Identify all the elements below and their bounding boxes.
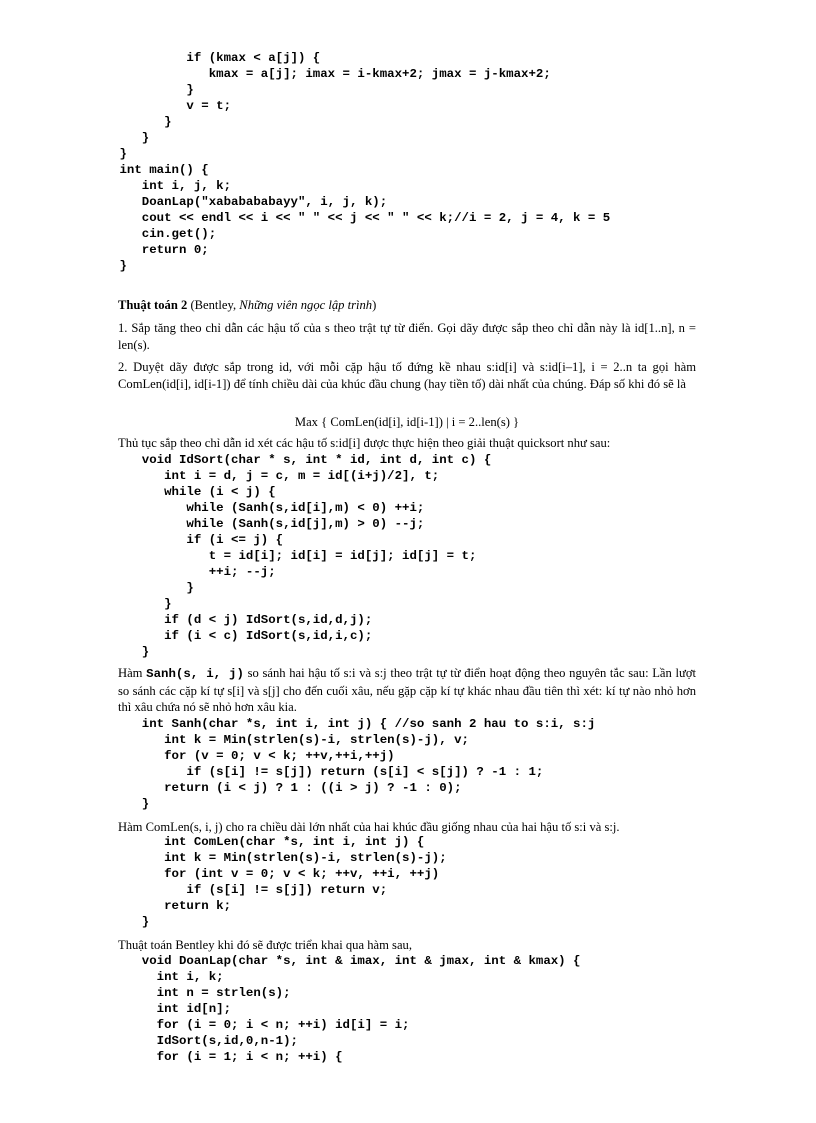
code-line: } xyxy=(60,259,127,273)
code-line: IdSort(s,id,0,n-1); xyxy=(60,1034,298,1048)
code-line: for (v = 0; v < k; ++v,++i,++j) xyxy=(60,749,395,763)
code-line: int k = Min(strlen(s)-i, strlen(s)-j); xyxy=(60,851,447,865)
code-line: for (i = 1; i < n; ++i) { xyxy=(60,1050,343,1064)
algorithm-2-title: Thuật toán 2 xyxy=(118,298,188,312)
code-line: if (kmax < a[j]) { xyxy=(60,51,321,65)
code-line: } xyxy=(60,581,194,595)
code-line: int ComLen(char *s, int i, int j) { xyxy=(60,835,425,849)
code-block-doanlap xyxy=(60,953,581,1065)
idsort-intro-paragraph: Thủ tục sắp theo chỉ dẫn id xét các hậu tố s:id[i] được thực hiện theo giải thuật quicksort như sau: xyxy=(118,436,611,450)
sanh-text-after: so sánh hai hậu tố s:i và s:j theo trật tự từ điển hoạt động theo nguyên tắc sau: Lần lượt so sánh các cặp kí tự s[i] và s[j] cho đến cuối xâu, nếu gặp cặp kí tự khác nhau đầu tiên thì xét: kí tự nào nhỏ hơn thì xâu chứa nó sẽ nhỏ hơn xâu kia. xyxy=(118,666,696,714)
code-line: while (i < j) { xyxy=(60,485,276,499)
code-line: kmax = a[j]; imax = i-kmax+2; jmax = j-kmax+2; xyxy=(60,67,551,81)
code-line: return 0; xyxy=(60,243,209,257)
code-line: if (i <= j) { xyxy=(60,533,284,547)
code-line: } xyxy=(60,915,150,929)
code-line: cin.get(); xyxy=(60,227,217,241)
code-line: } xyxy=(60,597,172,611)
algorithm-2-heading xyxy=(118,297,696,314)
code-line: if (i < c) IdSort(s,id,i,c); xyxy=(60,629,373,643)
code-block-comlen xyxy=(60,834,447,930)
code-line: for (int v = 0; v < k; ++v, ++i, ++j) xyxy=(60,867,440,881)
code-line: if (s[i] != s[j]) return (s[i] < s[j]) ? -1 : 1; xyxy=(60,765,544,779)
code-line: t = id[i]; id[i] = id[j]; id[j] = t; xyxy=(60,549,477,563)
code-line: } xyxy=(60,83,194,97)
algorithm-2-source-close: ) xyxy=(372,298,377,312)
code-line: if (d < j) IdSort(s,id,d,j); xyxy=(60,613,373,627)
sanh-text-before: Hàm xyxy=(118,666,147,680)
code-block-idsort xyxy=(60,452,491,660)
code-line: int main() { xyxy=(60,163,209,177)
code-line: if (s[i] != s[j]) return v; xyxy=(60,883,388,897)
code-line: v = t; xyxy=(60,99,232,113)
step-1-paragraph: 1. Sắp tăng theo chỉ dẫn các hậu tố của s theo trật tự từ điển. Gọi dãy được sắp theo chỉ dẫn này là id[1..n], n = len(s). xyxy=(118,321,696,352)
sanh-paragraph xyxy=(118,665,696,716)
code-line: for (i = 0; i < n; ++i) id[i] = i; xyxy=(60,1018,410,1032)
code-line: int n = strlen(s); xyxy=(60,986,291,1000)
code-line: ++i; --j; xyxy=(60,565,276,579)
step-2-paragraph: 2. Duyệt dãy được sắp trong id, với mỗi cặp hậu tố đứng kề nhau s:id[i] và s:id[i–1], i = 2..n ta gọi hàm ComLen(id[i], id[i-1]) để tính chiều dài của khúc đầu chung (hay tiền tố) dài nhất của chúng. Đáp số khi đó sẽ là xyxy=(118,360,696,391)
code-line: return (i < j) ? 1 : ((i > j) ? -1 : 0); xyxy=(60,781,462,795)
code-line: while (Sanh(s,id[j],m) > 0) --j; xyxy=(60,517,425,531)
code-block-doanlap-tail xyxy=(60,50,610,274)
code-line: while (Sanh(s,id[i],m) < 0) ++i; xyxy=(60,501,425,515)
code-line: void IdSort(char * s, int * id, int d, int c) { xyxy=(60,453,492,467)
code-line: int i, j, k; xyxy=(60,179,232,193)
code-line: int k = Min(strlen(s)-i, strlen(s)-j), v; xyxy=(60,733,469,747)
code-block-sanh xyxy=(60,716,595,812)
code-line: int id[n]; xyxy=(60,1002,232,1016)
code-line: } xyxy=(60,645,150,659)
code-line: } xyxy=(60,115,172,129)
bentley-paragraph: Thuật toán Bentley khi đó sẽ được triển khai qua hàm sau, xyxy=(118,938,412,952)
code-line: int i = d, j = c, m = id[(i+j)/2], t; xyxy=(60,469,440,483)
code-line: DoanLap("xababababayy", i, j, k); xyxy=(60,195,388,209)
code-line: } xyxy=(60,797,150,811)
code-line: } xyxy=(60,131,150,145)
code-line: int i, k; xyxy=(60,970,224,984)
code-line: cout << endl << i << " " << j << " " << k;//i = 2, j = 4, k = 5 xyxy=(60,211,611,225)
algorithm-2-source-book: Những viên ngọc lập trình xyxy=(239,298,373,312)
max-formula: Max { ComLen(id[i], id[i-1]) | i = 2..len(s) } xyxy=(294,415,520,429)
algorithm-2-source-open: (Bentley, xyxy=(187,298,240,312)
sanh-inline-code: Sanh(s, i, j) xyxy=(146,667,244,681)
code-line: return k; xyxy=(60,899,232,913)
code-line: void DoanLap(char *s, int & imax, int & jmax, int & kmax) { xyxy=(60,954,581,968)
code-line: } xyxy=(60,147,127,161)
comlen-paragraph: Hàm ComLen(s, i, j) cho ra chiều dài lớn nhất của hai khúc đầu giống nhau của hai hậu tố s:i và s:j. xyxy=(118,820,620,834)
code-line: int Sanh(char *s, int i, int j) { //so sanh 2 hau to s:i, s:j xyxy=(60,717,596,731)
